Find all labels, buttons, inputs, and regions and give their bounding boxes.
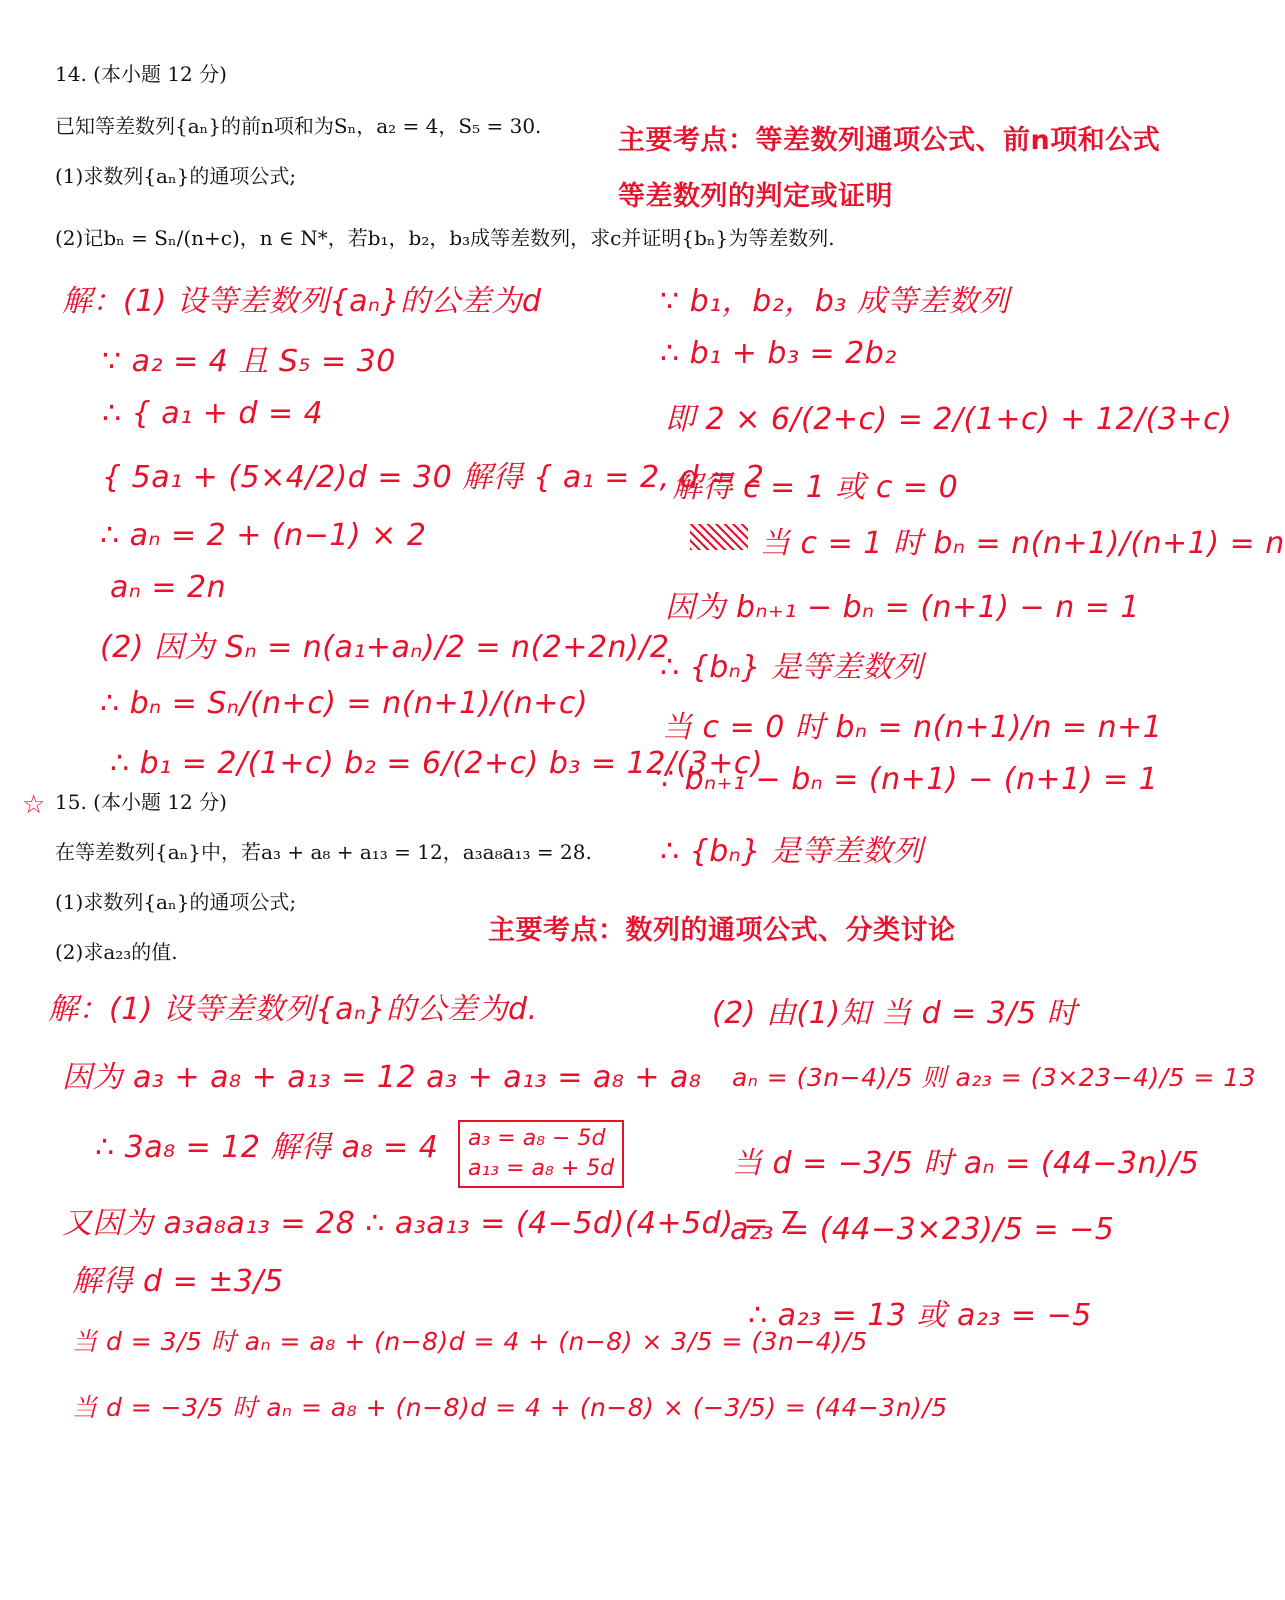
q14-solution-line: aₙ = 2n [110, 570, 227, 605]
q14-solution-right-line: ∴ {bₙ} 是等差数列 [660, 650, 924, 685]
q14-solution-line: ∴ b₁ = 2/(1+c) b₂ = 6/(2+c) b₃ = 12/(3+c) [110, 746, 764, 781]
q15-solution-right-line: 当 d = −3/5 时 aₙ = (44−3n)/5 [732, 1146, 1200, 1181]
q15-header: 15. (本小题 12 分) [55, 790, 227, 814]
q14-stem: 已知等差数列{aₙ}的前n项和为Sₙ，a₂ = 4，S₅ = 30. [55, 114, 542, 138]
q14-solution-line: ∵ a₂ = 4 且 S₅ = 30 [102, 344, 396, 379]
q15-part1: (1)求数列{aₙ}的通项公式; [55, 890, 297, 914]
star-mark-icon: ☆ [22, 790, 46, 820]
q14-solution-line: (2) 因为 Sₙ = n(a₁+aₙ)/2 = n(2+2n)/2 [100, 630, 670, 665]
q14-solution-line: ∴ aₙ = 2 + (n−1) × 2 [100, 518, 427, 553]
q14-solution-line: ∴ { a₁ + d = 4 [102, 396, 324, 431]
q15-solution-line: 因为 a₃ + a₈ + a₁₃ = 12 a₃ + a₁₃ = a₈ + a₈ [62, 1060, 702, 1095]
q15-solution-right-line: ∴ a₂₃ = 13 或 a₂₃ = −5 [748, 1298, 1092, 1333]
q14-solution-right-line: 解得 c = 1 或 c = 0 [672, 470, 959, 505]
q15-boxed-relations [458, 1120, 624, 1188]
q15-solution-line: 解得 d = ±3/5 [72, 1264, 284, 1299]
q15-solution-line: 又因为 a₃a₈a₁₃ = 28 ∴ a₃a₁₃ = (4−5d)(4+5d) = 7 [62, 1206, 799, 1241]
q15-solution-line: 解：(1) 设等差数列{aₙ}的公差为d. [48, 992, 538, 1027]
scratched-out-mark [690, 524, 748, 550]
q14-part1: (1)求数列{aₙ}的通项公式; [55, 164, 297, 188]
q14-solution-right-line: 即 2 × 6/(2+c) = 2/(1+c) + 12/(3+c) [665, 402, 1233, 437]
q15-solution-right-line: a₂₃ = (44−3×23)/5 = −5 [730, 1212, 1115, 1247]
q14-solution-line: { 5a₁ + (5×4/2)d = 30 解得 { a₁ = 2, d = 2 [102, 460, 765, 495]
q14-header: 14. (本小题 12 分) [55, 62, 227, 86]
q15-solution-right-line: aₙ = (3n−4)/5 则 a₂₃ = (3×23−4)/5 = 13 [732, 1063, 1257, 1092]
q15-solution-line: ∴ 3a₈ = 12 解得 a₈ = 4 [95, 1130, 439, 1165]
q14-key-points-line1: 主要考点：等差数列通项公式、前n项和公式 [618, 125, 1161, 156]
boxed-line: a₁₃ = a₈ + 5d [468, 1156, 615, 1181]
q14-part2: (2)记bₙ = Sₙ/(n+c)，n ∈ N*，若b₁，b₂，b₃成等差数列，求c并证明{bₙ}为等差数列. [55, 226, 835, 250]
q14-solution-line: 解：(1) 设等差数列{aₙ}的公差为d [62, 284, 542, 319]
q15-part2: (2)求a₂₃的值. [55, 940, 178, 964]
q14-solution-right-line: 当 c = 1 时 bₙ = n(n+1)/(n+1) = n [760, 526, 1285, 561]
q14-solution-right-line: ∴ b₁ + b₃ = 2b₂ [660, 336, 897, 371]
q14-solution-right-line: ∵ bₙ₊₁ − bₙ = (n+1) − (n+1) = 1 [655, 762, 1159, 797]
q15-solution-line: 当 d = 3/5 时 aₙ = a₈ + (n−8)d = 4 + (n−8) × 3/5 = (3n−4)/5 [72, 1327, 868, 1356]
q14-key-points-line2: 等差数列的判定或证明 [618, 181, 893, 212]
boxed-line: a₃ = a₈ − 5d [468, 1126, 606, 1151]
q14-solution-right-line: 因为 bₙ₊₁ − bₙ = (n+1) − n = 1 [665, 590, 1141, 625]
q14-solution-right-line: ∴ {bₙ} 是等差数列 [660, 834, 924, 869]
q15-key-points: 主要考点：数列的通项公式、分类讨论 [488, 915, 956, 946]
q15-solution-line: 当 d = −3/5 时 aₙ = a₈ + (n−8)d = 4 + (n−8) × (−3/5) = (44−3n)/5 [72, 1393, 948, 1422]
q15-solution-right-line: (2) 由(1)知 当 d = 3/5 时 [712, 996, 1078, 1031]
q15-stem: 在等差数列{aₙ}中，若a₃ + a₈ + a₁₃ = 12，a₃a₈a₁₃ = 28. [55, 840, 592, 864]
q14-solution-right-line: ∵ b₁，b₂，b₃ 成等差数列 [660, 284, 1010, 319]
q14-solution-line: ∴ bₙ = Sₙ/(n+c) = n(n+1)/(n+c) [100, 686, 589, 721]
q14-solution-right-line: 当 c = 0 时 bₙ = n(n+1)/n = n+1 [662, 710, 1163, 745]
